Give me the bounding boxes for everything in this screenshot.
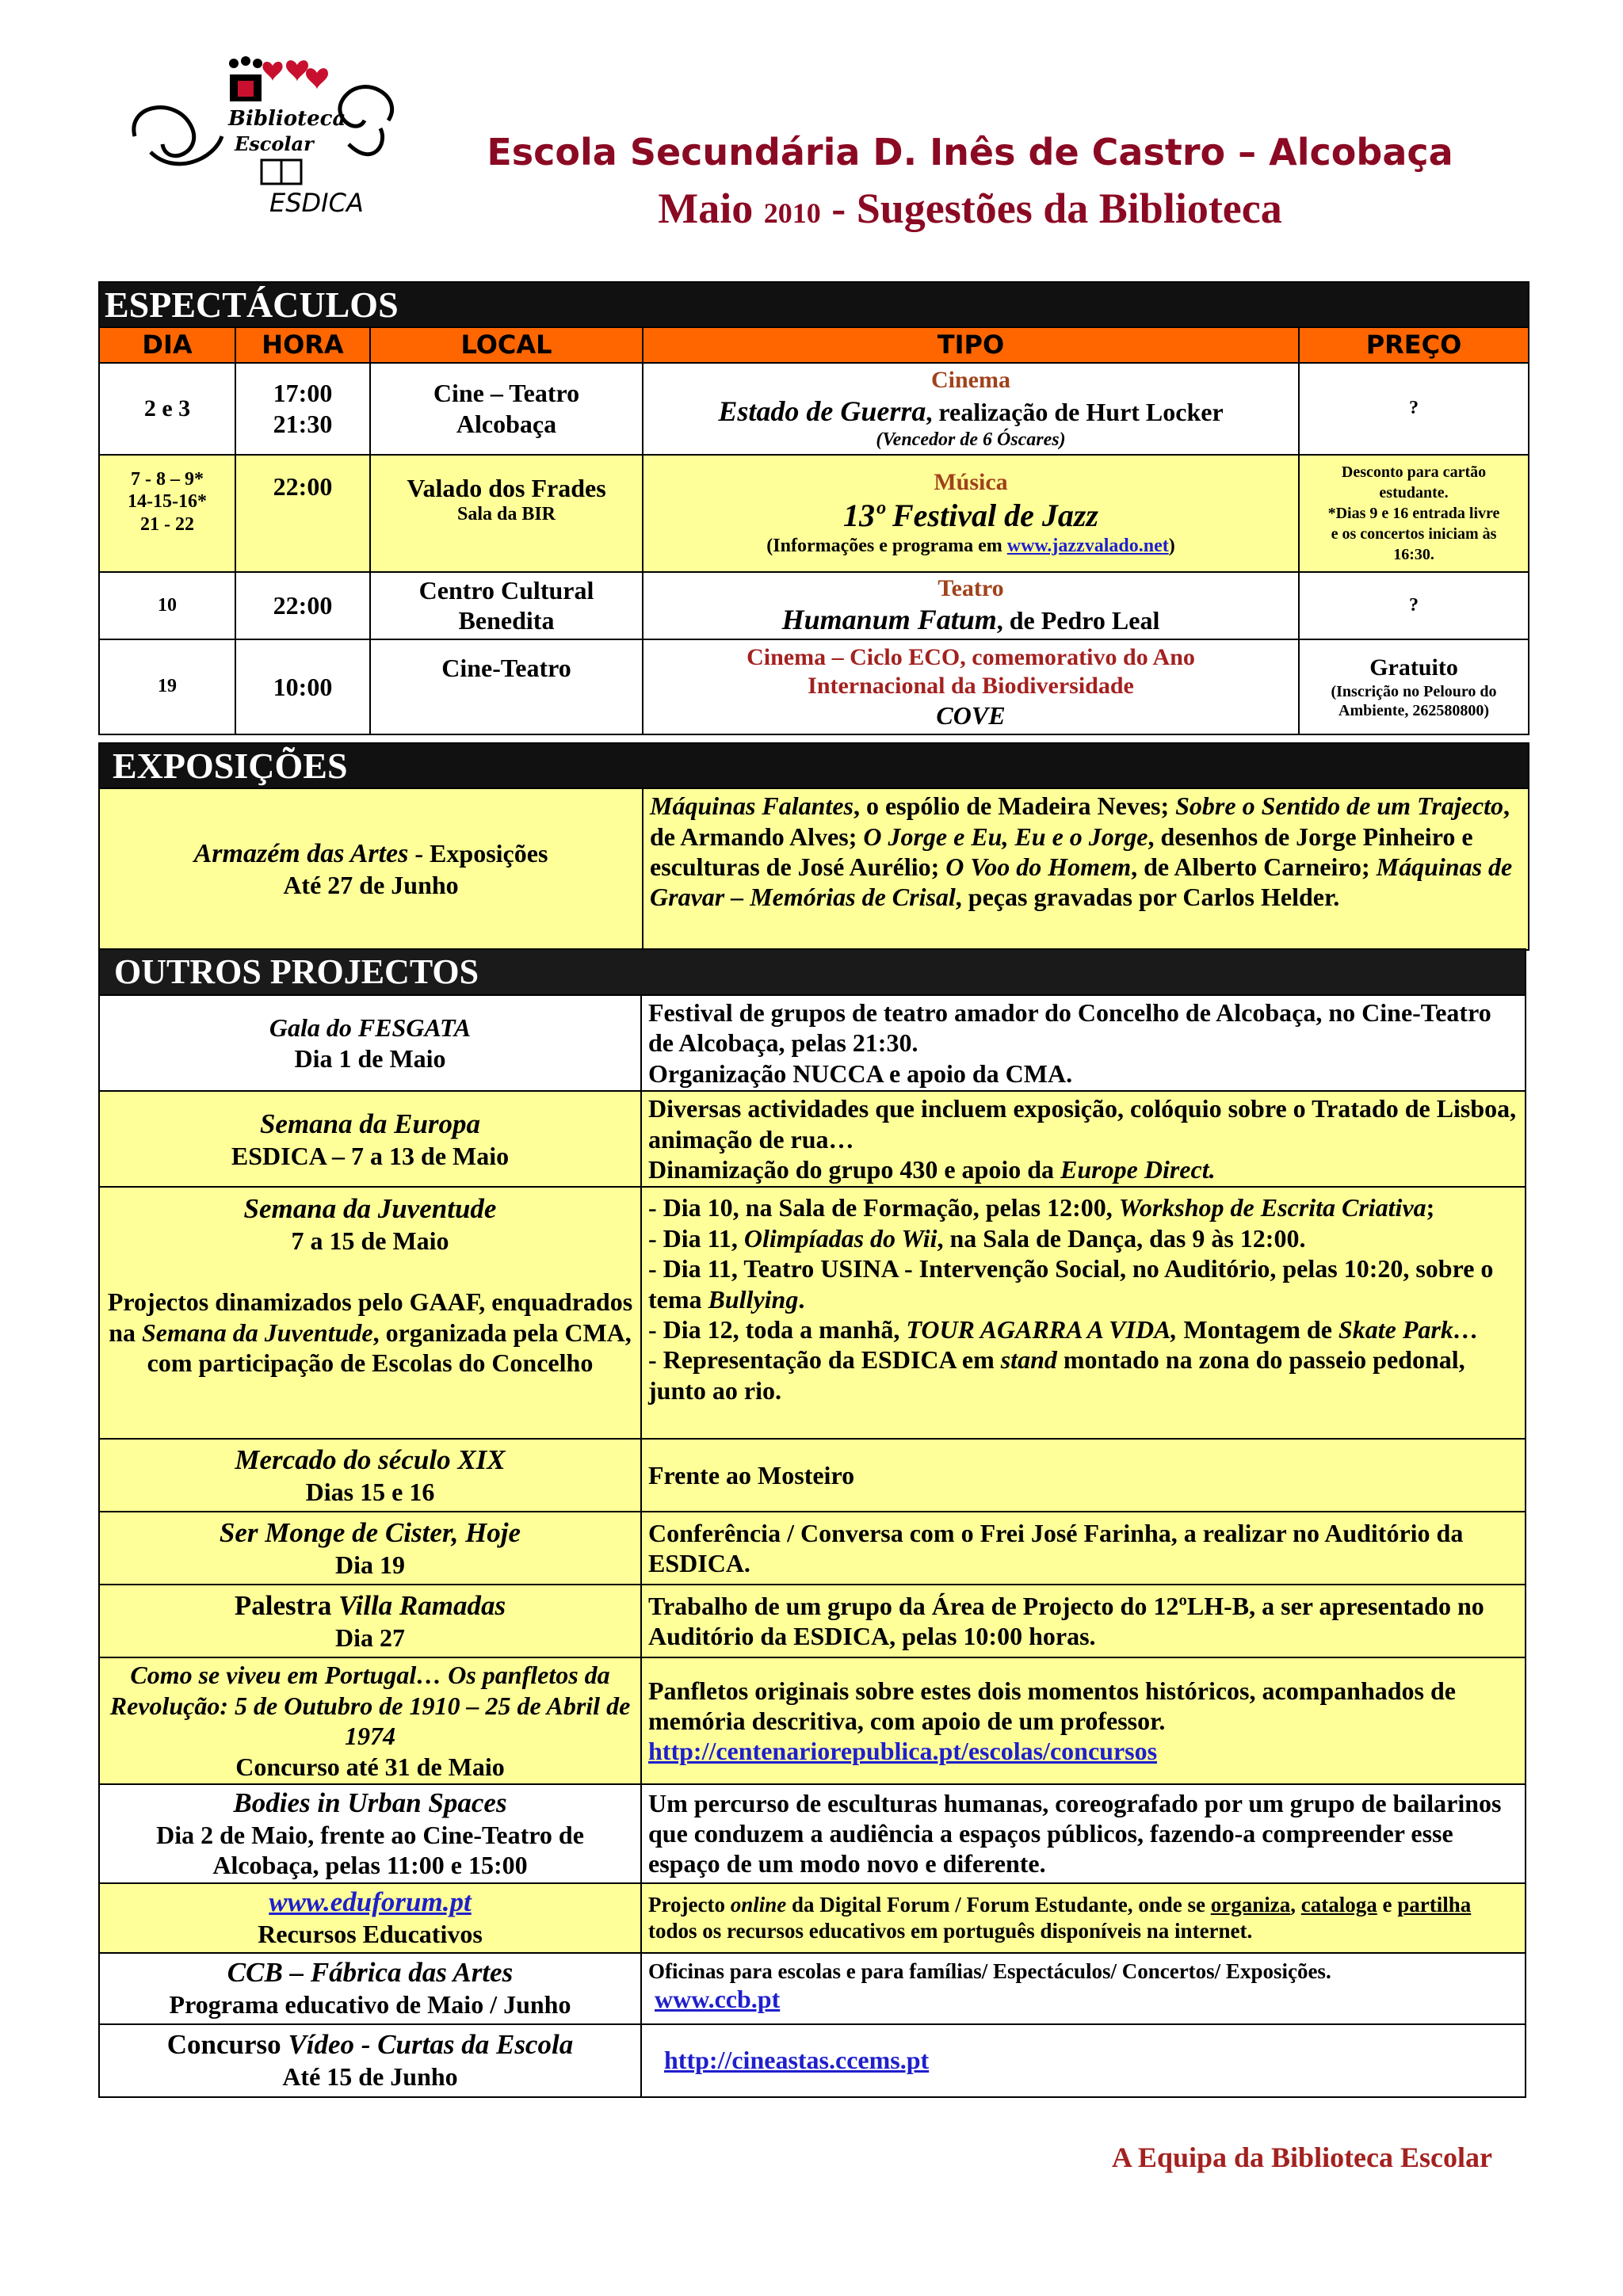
project-title: Palestra: [234, 1590, 339, 1622]
local-line: Alcobaça: [456, 409, 557, 438]
hora-line: 21:30: [273, 409, 333, 438]
table-row: [99, 1439, 1526, 1512]
expo-work: Sobre o Sentido de um Trajecto: [1175, 791, 1504, 821]
expo-text: , de Armando Alves;: [650, 791, 1510, 851]
table-row: [99, 1187, 1526, 1439]
preco-value: Gratuito: [1369, 654, 1458, 681]
logo-word-biblioteca: Biblioteca: [228, 107, 346, 131]
table-row: [99, 455, 1529, 572]
project-right: [641, 1657, 1526, 1784]
col-header-hora: HORA: [235, 327, 370, 362]
tipo-rest: , de Pedro Leal: [996, 605, 1160, 635]
row-tipo: [643, 572, 1299, 639]
tipo-cat-line: Cinema – Ciclo ECO, comemorativo do Ano: [747, 643, 1195, 670]
project-desc: Dinamização do grupo 430 e apoio da: [648, 1154, 1061, 1184]
expo-date: Até 27 de Junho: [283, 871, 459, 900]
dia-line: 7 - 8 – 9*: [131, 468, 204, 490]
project-desc: da Digital Forum / Forum Estudante, onde se: [786, 1893, 1211, 1917]
preco-note-line: (Inscrição no Pelouro do: [1331, 682, 1497, 700]
expo-work: O Jorge e Eu, Eu e o Jorge: [863, 822, 1148, 851]
section-heading-espectaculos: ESPECTÁCULOS: [99, 282, 1529, 327]
table-row: [99, 1883, 1526, 1953]
eduforum-link[interactable]: www.eduforum.pt: [269, 1886, 472, 1918]
page-title: [444, 184, 1496, 233]
row-preco: ?: [1299, 363, 1529, 455]
table-row: [99, 1953, 1526, 2024]
table-row: [99, 1657, 1526, 1784]
jazzvalado-link[interactable]: www.jazzvalado.net: [1006, 536, 1169, 557]
project-left: [99, 1091, 641, 1187]
project-date: Até 15 de Junho: [282, 2062, 458, 2092]
row-tipo: [643, 363, 1299, 455]
project-right: [641, 1883, 1526, 1953]
col-header-dia: DIA: [99, 327, 235, 362]
local-line: Benedita: [458, 606, 555, 635]
item-italic: Olimpíadas do Wii: [743, 1223, 938, 1253]
title-month: Maio: [658, 185, 764, 232]
project-left: [99, 1953, 641, 2024]
item-text: Montagem de: [1177, 1314, 1338, 1344]
preco-line: 16:30.: [1393, 545, 1434, 563]
table-row: [99, 572, 1529, 639]
project-left: [99, 1657, 641, 1784]
project-desc: Festival de grupos de teatro amador do Concelho de Alcobaça, no Cine-Teatro de Alcobaça, pelas 21:30.: [648, 998, 1491, 1058]
row-local: [370, 572, 643, 639]
item-text: montado na zona do passeio pedonal, junto ao rio.: [648, 1345, 1465, 1405]
item-italic: TOUR AGARRA A VIDA,: [906, 1314, 1178, 1344]
logo-word-escolar: Escolar: [235, 132, 314, 155]
table-row: [99, 1784, 1526, 1883]
expo-title: Armazém das Artes: [193, 838, 409, 868]
project-desc-underline: partilha: [1397, 1893, 1472, 1917]
hora-line: 17:00: [273, 379, 333, 408]
row-hora: 10:00: [235, 639, 370, 734]
project-date: 7 a 15 de Maio: [291, 1226, 449, 1256]
project-date: Dia 2 de Maio, frente ao Cine-Teatro de Alcobaça, pelas 11:00 e 15:00: [156, 1820, 584, 1880]
project-left: [99, 1187, 641, 1439]
row-local: Cine-Teatro: [370, 639, 643, 734]
item-italic: stand: [1000, 1345, 1057, 1375]
library-logo: [119, 49, 404, 223]
table-row: [99, 363, 1529, 455]
tipo-category: [650, 643, 1292, 700]
project-desc-italic: Europe Direct.: [1060, 1154, 1216, 1184]
project-desc: e: [1377, 1893, 1398, 1917]
preco-line: e os concertos iniciam às: [1331, 524, 1497, 543]
ccb-link[interactable]: www.ccb.pt: [655, 1985, 781, 2014]
project-right: [641, 995, 1526, 1091]
section-heading-outros: [99, 949, 1526, 995]
centenario-link[interactable]: http://centenariorepublica.pt/escolas/concursos: [648, 1737, 1158, 1766]
item-text: .: [798, 1284, 805, 1314]
library-logo-graphic: [119, 49, 404, 223]
item-italic: Workshop de Escrita Criativa: [1118, 1193, 1426, 1222]
expo-work: Máquinas Falantes: [650, 791, 854, 821]
row-tipo: [643, 455, 1299, 572]
row-hora: 22:00: [235, 572, 370, 639]
local-name: Valado dos Frades: [407, 473, 606, 502]
title-rest: - Sugestões da Biblioteca: [820, 185, 1282, 232]
tipo-title: COVE: [936, 700, 1006, 730]
project-title: Semana da Juventude: [243, 1193, 497, 1225]
row-dia: 19: [99, 639, 235, 734]
local-sub: Sala da BIR: [456, 503, 556, 524]
expo-right: [643, 788, 1529, 950]
item-text: - Dia 11, Teatro USINA - Intervenção Social, no Auditório, pelas 10:20, sobre o tema: [648, 1254, 1494, 1314]
project-left: [99, 2024, 641, 2097]
project-left: [99, 1883, 641, 1953]
outros-heading-text: OUTROS PROJECTOS: [114, 952, 479, 991]
col-header-preco: PREÇO: [1299, 327, 1529, 362]
expo-text: , desenhos de Jorge Pinheiro e esculturas de José Aurélio;: [650, 822, 1473, 881]
project-date: Programa educativo de Maio / Junho: [169, 1990, 571, 2019]
item-text: - Dia 12, toda a manhã,: [648, 1314, 907, 1344]
project-desc-underline: organiza: [1210, 1893, 1291, 1917]
project-note: , organizada pela CMA, com participação de Escolas do Concelho: [147, 1318, 632, 1377]
row-dia: [99, 455, 235, 572]
project-title: Como se viveu em Portugal… Os panfletos da Revolução: 5 de Outubro de 1910 – 25 de Abril de 1974: [109, 1661, 631, 1751]
row-tipo: [643, 639, 1299, 734]
col-header-tipo: TIPO: [643, 327, 1299, 362]
project-title: CCB – Fábrica das Artes: [227, 1957, 514, 1989]
project-right: [641, 2024, 1526, 2097]
expo-work: Máquinas de Gravar – Memórias de Crisal: [650, 852, 1513, 912]
tipo-title: 13º Festival de Jazz: [843, 498, 1098, 534]
local-line: Cine – Teatro: [433, 379, 580, 408]
title-year: 2010: [763, 197, 821, 229]
item-text: - Representação da ESDICA em: [648, 1345, 1001, 1375]
tipo-note: (Vencedor de 6 Óscares): [876, 429, 1066, 450]
espectaculos-table: [98, 281, 1529, 735]
school-name: Escola Secundária D. Inês de Castro – Alcobaça: [487, 131, 1453, 174]
project-title: Ser Monge de Cister, Hoje: [219, 1517, 521, 1549]
item-text: , na Sala de Dança, das 9 às 12:00.: [937, 1223, 1306, 1253]
project-left: [99, 1439, 641, 1512]
tipo-cat-line: Internacional da Biodiversidade: [808, 672, 1134, 699]
footer-signature: A Equipa da Biblioteca Escolar: [1111, 2142, 1492, 2173]
project-title-italic: Villa Ramadas: [338, 1590, 506, 1622]
project-desc: ,: [1290, 1893, 1301, 1917]
tipo-category: Música: [934, 469, 1008, 496]
tipo-title: Estado de Guerra: [718, 395, 926, 427]
project-desc: Projecto: [648, 1893, 731, 1917]
project-desc: Organização NUCCA e apoio da CMA.: [648, 1058, 1073, 1088]
cineastas-link[interactable]: http://cineastas.ccems.pt: [664, 2046, 930, 2075]
row-preco: ?: [1299, 572, 1529, 639]
project-date: Concurso até 31 de Maio: [235, 1752, 505, 1781]
project-right: [641, 1953, 1526, 2024]
project-title: Bodies in Urban Spaces: [233, 1787, 507, 1818]
project-desc: Diversas actividades que incluem exposição, colóquio sobre o Tratado de Lisboa, animação de rua…: [648, 1094, 1517, 1154]
project-desc-underline: cataloga: [1300, 1893, 1377, 1917]
tipo-info: ): [1168, 536, 1175, 557]
table-row: [99, 639, 1529, 734]
row-dia: 2 e 3: [99, 363, 235, 455]
table-row: [99, 788, 1529, 950]
project-date: Dias 15 e 16: [305, 1478, 435, 1507]
row-dia: 10: [99, 572, 235, 639]
table-row: [99, 2024, 1526, 2097]
tipo-category: Teatro: [938, 574, 1004, 601]
project-right: [641, 1187, 1526, 1439]
project-right: Conferência / Conversa com o Frei José Farinha, a realizar no Auditório da ESDICA.: [641, 1512, 1526, 1585]
project-left: [99, 1585, 641, 1657]
table-row: [99, 995, 1526, 1091]
exposicoes-heading-text: EXPOSIÇÕES: [113, 746, 348, 786]
project-date: Dia 27: [335, 1623, 405, 1653]
preco-note-line: Ambiente, 262580800): [1338, 701, 1490, 719]
project-note: Projectos dinamizados pelo GAAF, enquadrados na: [107, 1287, 633, 1347]
preco-line: *Dias 9 e 16 entrada livre: [1327, 504, 1500, 522]
row-local: [370, 363, 643, 455]
expo-title-rest: - Exposições: [408, 838, 548, 868]
project-title: Semana da Europa: [259, 1108, 481, 1139]
project-title: Gala do FESGATA: [269, 1013, 472, 1043]
row-hora: [235, 363, 370, 455]
row-hora: 22:00: [235, 455, 370, 572]
tipo-rest: , realização de Hurt Locker: [926, 397, 1224, 426]
tipo-info: (Informações e programa em: [766, 536, 1007, 557]
local-line: Centro Cultural: [418, 575, 594, 605]
dia-line: 14-15-16*: [128, 491, 207, 513]
row-preco: [1299, 455, 1529, 572]
table-row: [99, 1585, 1526, 1657]
item-text: ;: [1426, 1193, 1435, 1222]
item-italic: Bullying: [708, 1284, 799, 1314]
dia-line: 21 - 22: [140, 514, 194, 536]
preco-line: Desconto para cartão: [1341, 463, 1487, 481]
tipo-category: Cinema: [931, 366, 1010, 393]
preco-line: estudante.: [1379, 483, 1449, 502]
table-row: [99, 1091, 1526, 1187]
project-desc-italic: online: [730, 1893, 787, 1917]
expo-left: [99, 788, 643, 950]
project-note-italic: Semana da Juventude: [142, 1318, 373, 1347]
project-desc: Panfletos originais sobre estes dois momentos históricos, acompanhados de memória descritiva, com apoio de um professor.: [648, 1676, 1456, 1735]
col-header-local: LOCAL: [370, 327, 643, 362]
project-date: Dia 1 de Maio: [294, 1043, 446, 1073]
tipo-title: Humanum Fatum: [781, 603, 997, 635]
item-text: - Dia 10, na Sala de Formação, pelas 12:00,: [648, 1193, 1119, 1222]
project-left: [99, 1512, 641, 1585]
exposicoes-table: [98, 742, 1529, 951]
project-right: [641, 1091, 1526, 1187]
project-title: Concurso: [166, 2029, 288, 2061]
project-desc: todos os recursos educativos em português disponíveis na internet.: [648, 1918, 1253, 1943]
expo-text: , de Alberto Carneiro;: [1131, 852, 1377, 881]
project-right: Trabalho de um grupo da Área de Projecto do 12ºLH-B, a ser apresentado no Auditório da ESDICA, pelas 10:00 horas.: [641, 1585, 1526, 1657]
expo-text: , peças gravadas por Carlos Helder.: [955, 883, 1340, 912]
project-left: [99, 1784, 641, 1883]
project-right: Frente ao Mosteiro: [641, 1439, 1526, 1512]
outros-projectos-table: [98, 948, 1526, 2098]
logo-word-esdica: ESDICA: [269, 188, 364, 218]
table-row: [99, 1512, 1526, 1585]
project-left: [99, 995, 641, 1091]
project-date: Recursos Educativos: [258, 1920, 483, 1949]
row-local: [370, 455, 643, 572]
section-heading-exposicoes: [99, 743, 1529, 788]
item-italic: Skate Park…: [1338, 1314, 1479, 1344]
project-title: Mercado do século XIX: [235, 1444, 506, 1476]
project-title-italic: Vídeo - Curtas da Escola: [288, 2029, 574, 2061]
row-preco: [1299, 639, 1529, 734]
project-date: ESDICA – 7 a 13 de Maio: [231, 1141, 510, 1170]
project-desc: Oficinas para escolas e para famílias/ Espectáculos/ Concertos/ Exposições.: [648, 1958, 1331, 1983]
project-date: Dia 19: [335, 1550, 405, 1580]
expo-text: , o espólio de Madeira Neves;: [853, 791, 1176, 821]
project-right: Um percurso de esculturas humanas, coreografado por um grupo de bailarinos que conduzem a audiência a espaços públicos, fazendo-a compreender esse espaço de um modo novo e diferente.: [641, 1784, 1526, 1883]
expo-work: O Voo do Homem: [945, 852, 1132, 881]
item-text: - Dia 11,: [648, 1223, 744, 1253]
